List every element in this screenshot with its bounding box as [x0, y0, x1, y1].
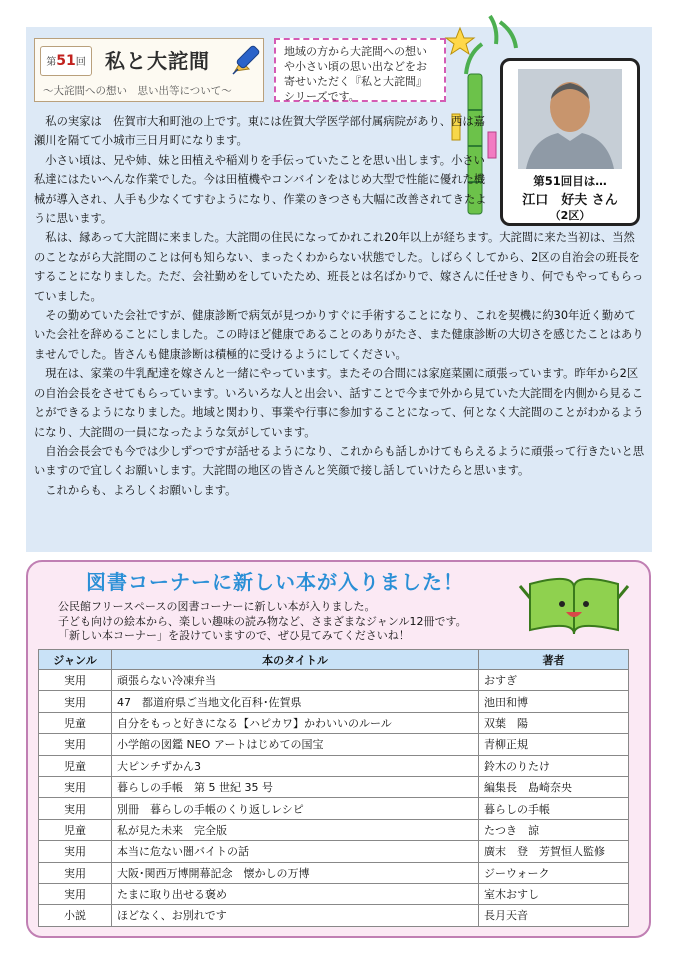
book-title: 頑張らない冷凍弁当 — [112, 670, 479, 691]
book-genre: 実用 — [39, 883, 112, 904]
book-author: 鈴木のりたけ — [479, 755, 629, 776]
table-row — [39, 755, 629, 776]
profile-name: 江口 好夫 さん — [522, 193, 618, 208]
book-author: 編集長 島崎奈央 — [479, 776, 629, 797]
book-genre: 実用 — [39, 776, 112, 797]
table-row — [39, 819, 629, 840]
book-title: ほどなく、お別れです — [112, 905, 479, 926]
library-intro-line: 子ども向けの絵本から、楽しい趣味の読み物など、さまざまなジャンル12冊です。 — [58, 614, 467, 628]
book-title: 47 都道府県ご当地文化百科･佐賀県 — [112, 691, 479, 712]
book-author: 青柳正規 — [479, 734, 629, 755]
book-genre: 実用 — [39, 734, 112, 755]
book-title: 大阪･関西万博開幕記念 懐かしの万博 — [112, 862, 479, 883]
book-title: 別冊 暮らしの手帳のくり返しレシピ — [112, 798, 479, 819]
book-genre: 小説 — [39, 905, 112, 926]
issue-number: 51 — [56, 53, 76, 69]
table-row — [39, 841, 629, 862]
essay-paragraph: これからも、よろしくお願いします。 — [45, 483, 237, 497]
table-row — [39, 798, 629, 819]
book-title: 私が見た未来 完全版 — [112, 819, 479, 840]
column-header-title: 本のタイトル — [112, 650, 479, 670]
column-header-genre: ジャンル — [39, 650, 112, 670]
column-subtitle: ～大詫間への想い 思い出等について～ — [43, 85, 232, 97]
essay-paragraph: 自治会長会でも今では少しずつですが話せるようになり、これからも話しかけてもらえるように頑張って行きたいと思いますので宜しくお願いします。大詫間の地区の皆さんと笑顔で接し話していけたらと思います。 — [34, 444, 645, 478]
column-title: 私と大詫間 — [105, 49, 210, 73]
book-table-header — [39, 650, 629, 670]
book-genre: 実用 — [39, 691, 112, 712]
table-row — [39, 712, 629, 733]
open-book-character-icon — [516, 568, 632, 640]
essay-paragraph: その勤めていた会社ですが、健康診断で病気が見つかりすぐに手術することになり、これを契機に約30年近く勤めていた会社を辞めることにしました。この時ほど健康であることのありがたさ、また健康診断の大切さを感じたことはありませんでした。皆さんも健康診断は積極的に受けるようにしてください。 — [34, 309, 644, 361]
book-author: 廣末 登 芳賀恒人監修 — [479, 841, 629, 862]
library-intro-line: 公民館フリースペースの図書コーナーに新しい本が入りました。 — [58, 600, 376, 613]
book-author: おすぎ — [479, 670, 629, 691]
essay-body — [34, 112, 646, 500]
issue-prefix: 第 — [46, 57, 57, 68]
table-row — [39, 905, 629, 926]
table-row — [39, 734, 629, 755]
library-title: 図書コーナーに新しい本が入りました！ — [86, 570, 464, 594]
issue-suffix: 回 — [75, 57, 86, 68]
book-title: 大ピンチずかん3 — [112, 755, 479, 776]
column-header-author: 著者 — [479, 650, 629, 670]
table-row — [39, 776, 629, 797]
book-genre: 実用 — [39, 798, 112, 819]
book-author: ジーウォーク — [479, 862, 629, 883]
series-intro-note: 地域の方から大詫間への想いや小さい頃の思い出などをお寄せいただく『私と大詫間』シリーズです。 — [274, 38, 446, 102]
profile-district: （2区） — [549, 209, 591, 222]
library-intro — [58, 600, 467, 644]
book-title: 自分をもっと好きになる【ハピカワ】かわいいのルール — [112, 712, 479, 733]
book-title: 小学館の図鑑 NEO アートはじめての国宝 — [112, 734, 479, 755]
table-row — [39, 883, 629, 904]
book-genre: 児童 — [39, 819, 112, 840]
book-author: 室木おすし — [479, 883, 629, 904]
book-genre: 実用 — [39, 670, 112, 691]
book-author: たつき 諒 — [479, 819, 629, 840]
book-genre: 児童 — [39, 755, 112, 776]
library-intro-line: 「新しい本コーナー」を設けていますので、ぜひ見てみてくださいね！ — [58, 629, 410, 642]
book-table — [38, 649, 629, 927]
profile-issue-line: 第51回目は… — [533, 174, 607, 188]
book-genre: 実用 — [39, 862, 112, 883]
essay-paragraph: 現在は、家業の牛乳配達を嫁さんと一緒にやっています。またその合間には家庭菜園に頑張っています。昨年から2区の自治会長をさせてもらっています。いろいろな人と出会い、話すことで今まで外から見ていた大詫間を内側から見ることができるようになりました。地域と関わり、事業や行事に参加することになって、何となく大詫間のことがわかるようになり、大詫間の一員になったような気がしています。 — [34, 367, 644, 439]
fountain-pen-icon — [229, 41, 263, 77]
book-author: 長月天音 — [479, 905, 629, 926]
book-title: たまに取り出せる褒め — [112, 883, 479, 904]
table-row — [39, 691, 629, 712]
book-title: 本当に危ない闇バイトの話 — [112, 841, 479, 862]
essay-paragraph: 私は、縁あって大詫間に来ました。大詫間の住民になってかれこれ20年以上が経ちます。大詫間に来た当初は、当然のことながら大詫間のことは何も知らない、まったくわからない状態でした。しばらくしてから、2区の自治会の班長をすることになりました。ただ、会社勤めをしていたため、班長とは名ばかりで、嫁さんに任せきり、何でもやってもらっていました。 — [34, 231, 644, 303]
book-author: 双葉 陽 — [479, 712, 629, 733]
book-genre: 児童 — [39, 712, 112, 733]
book-genre: 実用 — [39, 841, 112, 862]
table-row — [39, 862, 629, 883]
column-title-box — [34, 38, 264, 102]
book-title: 暮らしの手帳 第 5 世紀 35 号 — [112, 776, 479, 797]
issue-badge — [40, 46, 92, 76]
essay-paragraph: 私の実家は 佐賀市大和町池の上です。東には佐賀大学医学部付属病院があり、西は嘉瀬川を隔てて小城市三日月町になります。 — [34, 115, 485, 148]
table-row — [39, 670, 629, 691]
book-author: 暮らしの手帳 — [479, 798, 629, 819]
book-author: 池田和博 — [479, 691, 629, 712]
essay-paragraph: 小さい頃は、兄や姉、妹と田植えや稲刈りを手伝っていたことを思い出します。小さい私達にはたいへんな作業でした。今は田植機やコンバインをはじめ大型で性能に優れた機械が導入され、人手も少なくてすむようになり、作業のきつさも大幅に改善されてきたように思います。 — [34, 153, 487, 226]
